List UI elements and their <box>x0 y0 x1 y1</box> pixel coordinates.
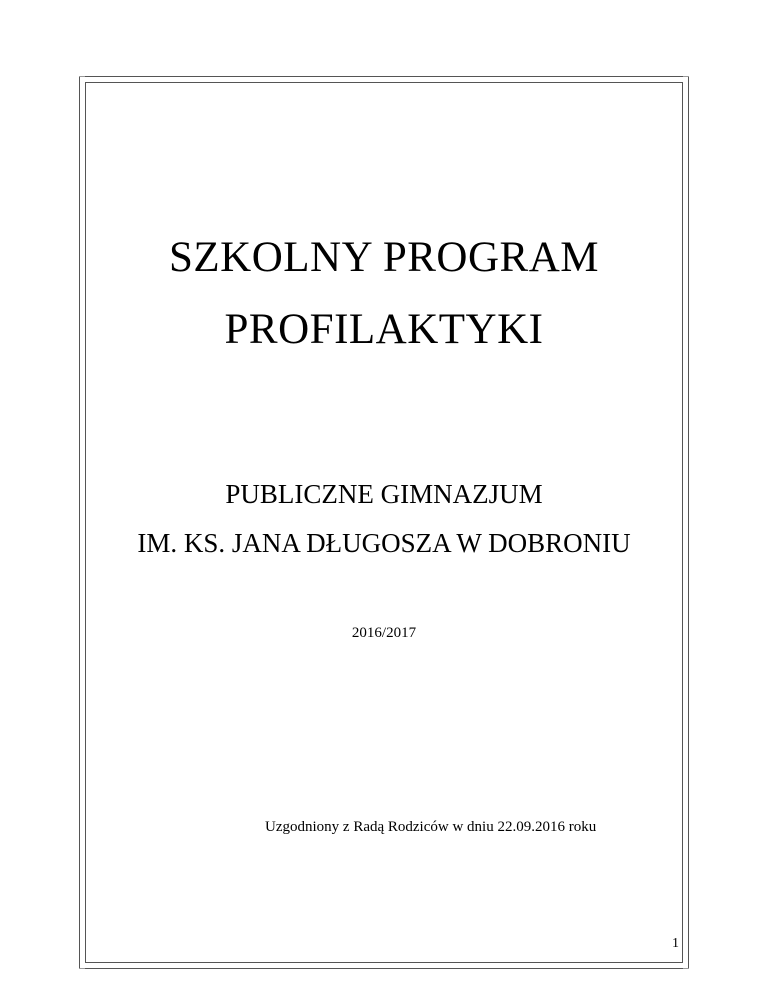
school-year: 2016/2017 <box>351 625 417 641</box>
approval-note: Uzgodniony z Radą Rodziców w dniu 22.09.2016 roku <box>265 819 597 835</box>
school-name-line-2: IM. KS. JANA DŁUGOSZA W DOBRONIU <box>137 528 631 558</box>
border-corner-tick <box>683 968 689 969</box>
document-title-line-1: SZKOLNY PROGRAM <box>169 234 599 281</box>
border-corner-tick <box>79 968 85 969</box>
document-title-line-2: PROFILAKTYKI <box>224 306 544 353</box>
border-corner-tick <box>79 76 85 77</box>
border-corner-tick <box>683 76 689 77</box>
school-name-line-1: PUBLICZNE GIMNAZJUM <box>225 479 543 509</box>
page-number: 1 <box>672 936 679 951</box>
